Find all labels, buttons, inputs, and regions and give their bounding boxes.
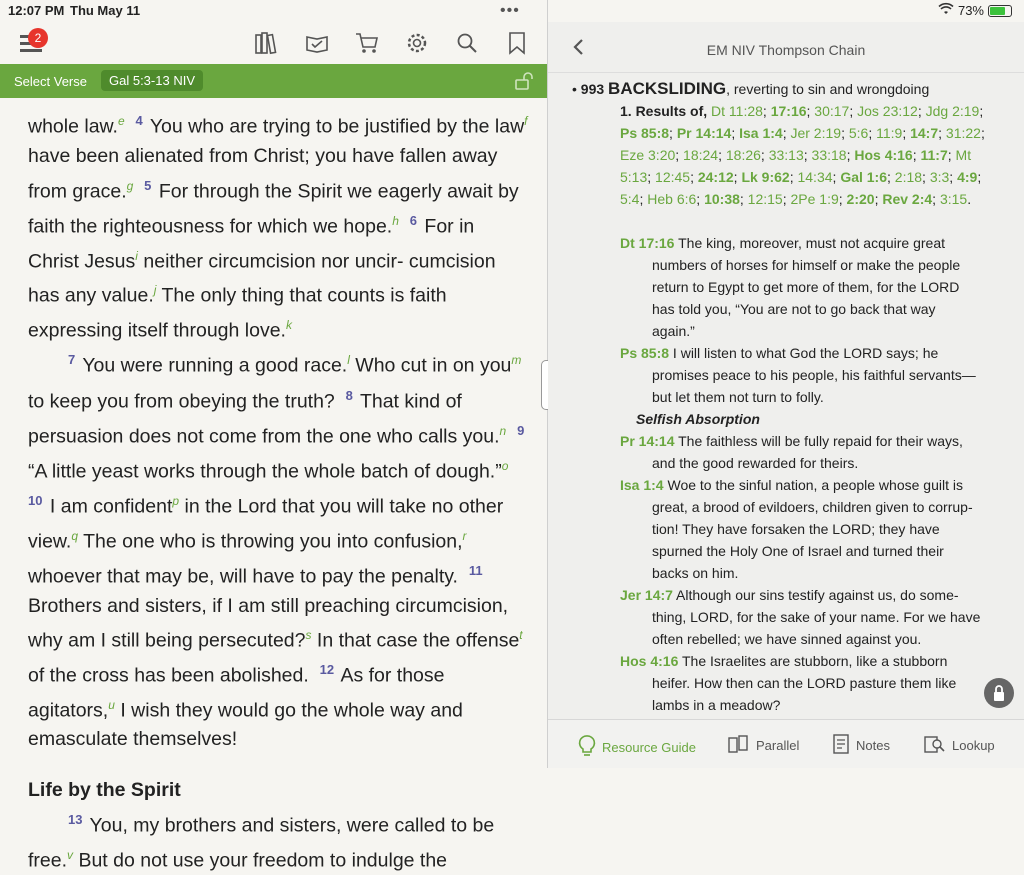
verse-line: numbers of horses for himself or make the people (652, 257, 961, 273)
verse-entry (620, 232, 1000, 342)
text-paragraph: $^{13}$ You, my brothers and sisters, were called to be free.$^v$ But do not use your freedom to indulge the (28, 812, 495, 871)
bullet: • (572, 81, 581, 97)
subheading: Selfish Absorption (636, 411, 760, 427)
chain-reference-link[interactable]: 5:4 (620, 191, 640, 207)
results-references: 1. Results of, Dt 11:28; 17:16; 30:17; Jos 23:12; Jdg 2:19; Ps 85:8; Pr 14:14; Isa 1:4; Jer 2:19; 5:6; 11:9; 14:7; 31:22; Eze 3:20; 18:24; 18:26; 33:13; 33:18; Hos 4:16; 11:7; Mt 5:13; 12:45; 24:12; Lk 9:62; 14:34; Gal 1:6; 2:18; 3:3; 4:9; 5:4; Heb 6:6; 10:38; 12:15; 2Pe 1:9; 2:20; Rev 2:4; 3:15. (620, 103, 985, 207)
chain-reference-link[interactable]: 24:12 (697, 169, 734, 185)
chain-reference-link[interactable]: Ps 85:8 (620, 125, 670, 141)
verse-reference-link[interactable]: Jer 14:7 (620, 587, 673, 603)
verse-entry (620, 584, 1000, 650)
verse-entry (620, 650, 1000, 716)
tab-notes[interactable]: Notes (832, 734, 890, 757)
tab-resource-guide[interactable]: Resource Guide (578, 734, 696, 761)
chain-reference-link[interactable]: 18:24 (683, 147, 719, 163)
resource-tabbar (548, 719, 1024, 768)
verse-line: spurned the Holy One of Israel and turned their (652, 543, 944, 559)
chain-reference-link[interactable]: Pr 14:14 (676, 125, 732, 141)
verse-line: I will listen to what God the LORD says; he (669, 345, 939, 361)
resource-title: EM NIV Thompson Chain (706, 42, 866, 58)
verse-number[interactable]: 5 (144, 177, 152, 193)
chain-reference-link[interactable]: 4:9 (957, 169, 978, 185)
footnote-marker[interactable]: n (499, 424, 507, 438)
chain-topic: BACKSLIDING (608, 79, 727, 98)
chain-reference-link[interactable]: 3:15 (939, 191, 968, 207)
chain-reference-link[interactable]: 14:34 (797, 169, 833, 185)
chain-reference-link[interactable]: 12:45 (655, 169, 691, 185)
status-date: Thu May 11 (70, 3, 141, 18)
notes-icon (832, 734, 850, 757)
chain-reference-link[interactable]: Isa 1:4 (739, 125, 783, 141)
reading-plan-icon[interactable] (304, 30, 330, 56)
verse-line: heifer. How then can the LORD pasture them like (652, 675, 957, 691)
battery-icon (988, 5, 1012, 17)
footnote-marker[interactable]: u (108, 697, 115, 712)
chain-reference-link[interactable]: 11:9 (876, 125, 903, 141)
settings-gear-icon[interactable] (404, 30, 430, 56)
chain-reference-link[interactable]: Eze 3:20 (620, 147, 676, 163)
verse-line: tion! They have forsaken the LORD; they have (652, 521, 940, 537)
scroll-lock-icon[interactable] (984, 678, 1014, 708)
results-label: 1. Results of, (620, 103, 708, 119)
status-battery (938, 3, 1012, 18)
verse-line: great, a brood of evildoers, children given to corrup- (652, 499, 973, 515)
bible-text[interactable] (28, 106, 528, 875)
chain-reference-link[interactable]: Dt 11:28 (711, 103, 763, 119)
chain-reference-link[interactable]: 14:7 (910, 125, 939, 141)
chain-description: , reverting to sin and wrongdoing (726, 81, 930, 97)
footnote-marker[interactable]: q (71, 528, 79, 543)
chain-reference-link[interactable]: 33:13 (768, 147, 804, 163)
bible-pane (0, 22, 547, 871)
footnote-marker[interactable]: k (285, 317, 292, 332)
verse-reference-link[interactable]: Dt 17:16 (620, 235, 675, 251)
chain-reference-link[interactable]: Gal 1:6 (840, 169, 888, 185)
verse-line: Although our sins testify against us, do some- (672, 587, 959, 603)
verse-line: lambs in a meadow? (652, 697, 781, 713)
store-cart-icon[interactable] (354, 30, 380, 56)
notification-badge: 2 (28, 28, 48, 48)
resource-pane (548, 22, 1024, 768)
verse-entry (620, 474, 1000, 584)
footnote-marker[interactable]: t (519, 627, 523, 642)
verse-line: return to Egypt to get more of them, for the LORD (652, 279, 960, 295)
chain-reference-link[interactable]: Lk 9:62 (741, 169, 790, 185)
verse-number[interactable]: 7 (68, 352, 76, 367)
verse-number[interactable]: 9 (517, 423, 525, 438)
verse-entry (620, 430, 1000, 474)
footnote-marker[interactable]: e (117, 114, 125, 128)
unlock-icon[interactable] (515, 72, 535, 93)
select-verse-button[interactable]: Select Verse (14, 74, 87, 89)
footnote-marker[interactable]: g (126, 178, 134, 193)
footnote-marker[interactable]: f (524, 114, 528, 128)
chain-reference-link[interactable]: 30:17 (814, 103, 850, 119)
chain-reference-link[interactable]: Jer 2:19 (790, 125, 842, 141)
verse-line: The king, moreover, must not acquire great (674, 235, 946, 251)
footnote-marker[interactable]: v (67, 847, 74, 862)
verse-number[interactable]: 6 (409, 213, 417, 228)
resource-header (548, 22, 1024, 73)
library-icon[interactable] (254, 30, 280, 56)
chain-reference-link[interactable]: 5:6 (848, 125, 869, 141)
verse-line: has told you, “You are not to go back that way (652, 301, 936, 317)
status-bar (0, 0, 1024, 22)
verse-reference-link[interactable]: Ps 85:8 (620, 345, 670, 361)
footnote-marker[interactable]: s (305, 627, 312, 642)
footnote-marker[interactable]: j (153, 283, 157, 297)
footnote-marker[interactable]: r (462, 528, 467, 543)
verse-number[interactable]: 11 (468, 563, 483, 578)
verse-line: but let them not turn to folly. (652, 389, 824, 405)
footnote-marker[interactable]: h (392, 214, 399, 228)
verse-line: The faithless will be fully repaid for their ways, (674, 433, 963, 449)
chain-reference-link[interactable]: Mt 5:13 (620, 147, 972, 185)
verse-line: The Israelites are stubborn, like a stubborn (678, 653, 948, 669)
verse-line: often rebelled; we have sinned against you. (652, 631, 922, 647)
chain-reference-link[interactable]: 18:26 (725, 147, 761, 163)
reader-toolbar (0, 22, 547, 64)
battery-percent: 73% (957, 3, 984, 18)
lightbulb-icon (578, 734, 596, 761)
verse-line: and the good rewarded for theirs. (652, 455, 859, 471)
chain-reference-link[interactable]: 2Pe 1:9 (790, 191, 839, 207)
chain-reference-link[interactable]: 31:22 (945, 125, 981, 141)
verse-bar (0, 64, 547, 98)
footnote-marker[interactable]: p (172, 494, 180, 508)
verse-number[interactable]: 12 (319, 662, 335, 677)
chain-entry-heading (572, 78, 1012, 100)
tab-parallel[interactable]: Parallel (728, 734, 799, 757)
verse-number[interactable]: 4 (135, 113, 143, 128)
chain-reference-link[interactable]: 12:15 (747, 191, 783, 207)
status-time: 12:07 PM (8, 3, 65, 18)
tab-lookup[interactable]: Lookup (924, 734, 995, 757)
verse-number[interactable]: 8 (345, 387, 353, 403)
lookup-icon (924, 734, 946, 757)
verse-line: thing, LORD, for the sake of your name. For we have (652, 609, 981, 625)
footnote-marker[interactable]: o (501, 458, 509, 473)
verse-line: backs on him. (652, 565, 739, 581)
verse-number[interactable]: 10 (28, 493, 43, 508)
text-paragraph: $^7$ You were running a good race.$^l$ Who cut in on you$^m$ to keep you from obeying the truth? $^8$ That kind of persuasion does not come from the one who calls you.$^n$ $^9$ “A little yeast works through the whole batch of dough.”$^o$ $^{10}$ I am confident$^p$ in the Lord that you will take no other view.$^q$ The one who is throwing you into confusion,$^r$ whoever that may be, will have to pay the penalty. $^{11}$ Brothers and sisters, if I am still preaching circumcision, why am I still being persecuted?$^s$ In that case the offense$^t$ of the cross has been abolished. $^{12}$ As for those agitators,$^u$ I wish they would go the whole way and emasculate themselves! (28, 352, 525, 750)
chain-number: 993 (580, 81, 605, 97)
multitask-dots-icon[interactable]: ••• (500, 2, 520, 19)
search-icon[interactable] (454, 30, 480, 56)
chain-reference-link[interactable]: 2:20 (846, 191, 875, 207)
footnote-marker[interactable]: l (347, 353, 350, 367)
chain-reference-link[interactable]: Heb 6:6 (647, 191, 697, 207)
verse-reference-link[interactable]: Hos 4:16 (620, 653, 679, 669)
verse-reference-link[interactable]: Isa 1:4 (620, 477, 664, 493)
bookmark-icon[interactable] (504, 30, 530, 56)
chain-reference-link[interactable]: 3:3 (929, 169, 950, 185)
chain-reference-link[interactable]: Hos 4:16 (854, 147, 913, 163)
chain-reference-link[interactable]: 17:16 (770, 103, 807, 119)
wifi-icon (938, 3, 954, 18)
footnote-marker[interactable]: i (135, 248, 138, 263)
chain-reference-link[interactable]: Rev 2:4 (882, 191, 933, 207)
chain-reference-link[interactable]: Jos 23:12 (857, 103, 918, 119)
chain-reference-link[interactable]: 33:18 (811, 147, 847, 163)
parallel-books-icon (728, 734, 750, 757)
verse-number[interactable]: 13 (68, 812, 83, 827)
verse-line: again.” (652, 323, 695, 339)
chain-reference-link[interactable]: Jdg 2:19 (925, 103, 980, 119)
verse-line: Woe to the sinful nation, a people whose guilt is (663, 477, 963, 493)
section-heading: Life by the Spirit (28, 779, 181, 801)
text-line: whole law.$^e$ $^4$ You who are trying to be justified by the law$^f$ have been alienated from Christ; you have fallen away from grace.$^g$ $^5$ For through the Spirit we eagerly await by faith the righteousness for which we hope.$^h$ $^6$ For in Christ Jesus$^i$ neither circumcision nor uncir- cumcision has any value.$^j$ The only thing that counts is faith expressing itself through love.$^k$ (28, 113, 528, 341)
verse-entry (620, 342, 1000, 408)
verse-line: promises peace to his people, his faithful servants— (652, 367, 976, 383)
chain-reference-link[interactable]: 11:7 (920, 147, 948, 163)
chain-reference-link[interactable]: 10:38 (704, 191, 740, 207)
chain-reference-link[interactable]: 2:18 (894, 169, 923, 185)
passage-reference-button[interactable]: Gal 5:3-13 NIV (101, 70, 203, 91)
verse-reference-link[interactable]: Pr 14:14 (620, 433, 675, 449)
footnote-marker[interactable]: m (511, 353, 522, 367)
